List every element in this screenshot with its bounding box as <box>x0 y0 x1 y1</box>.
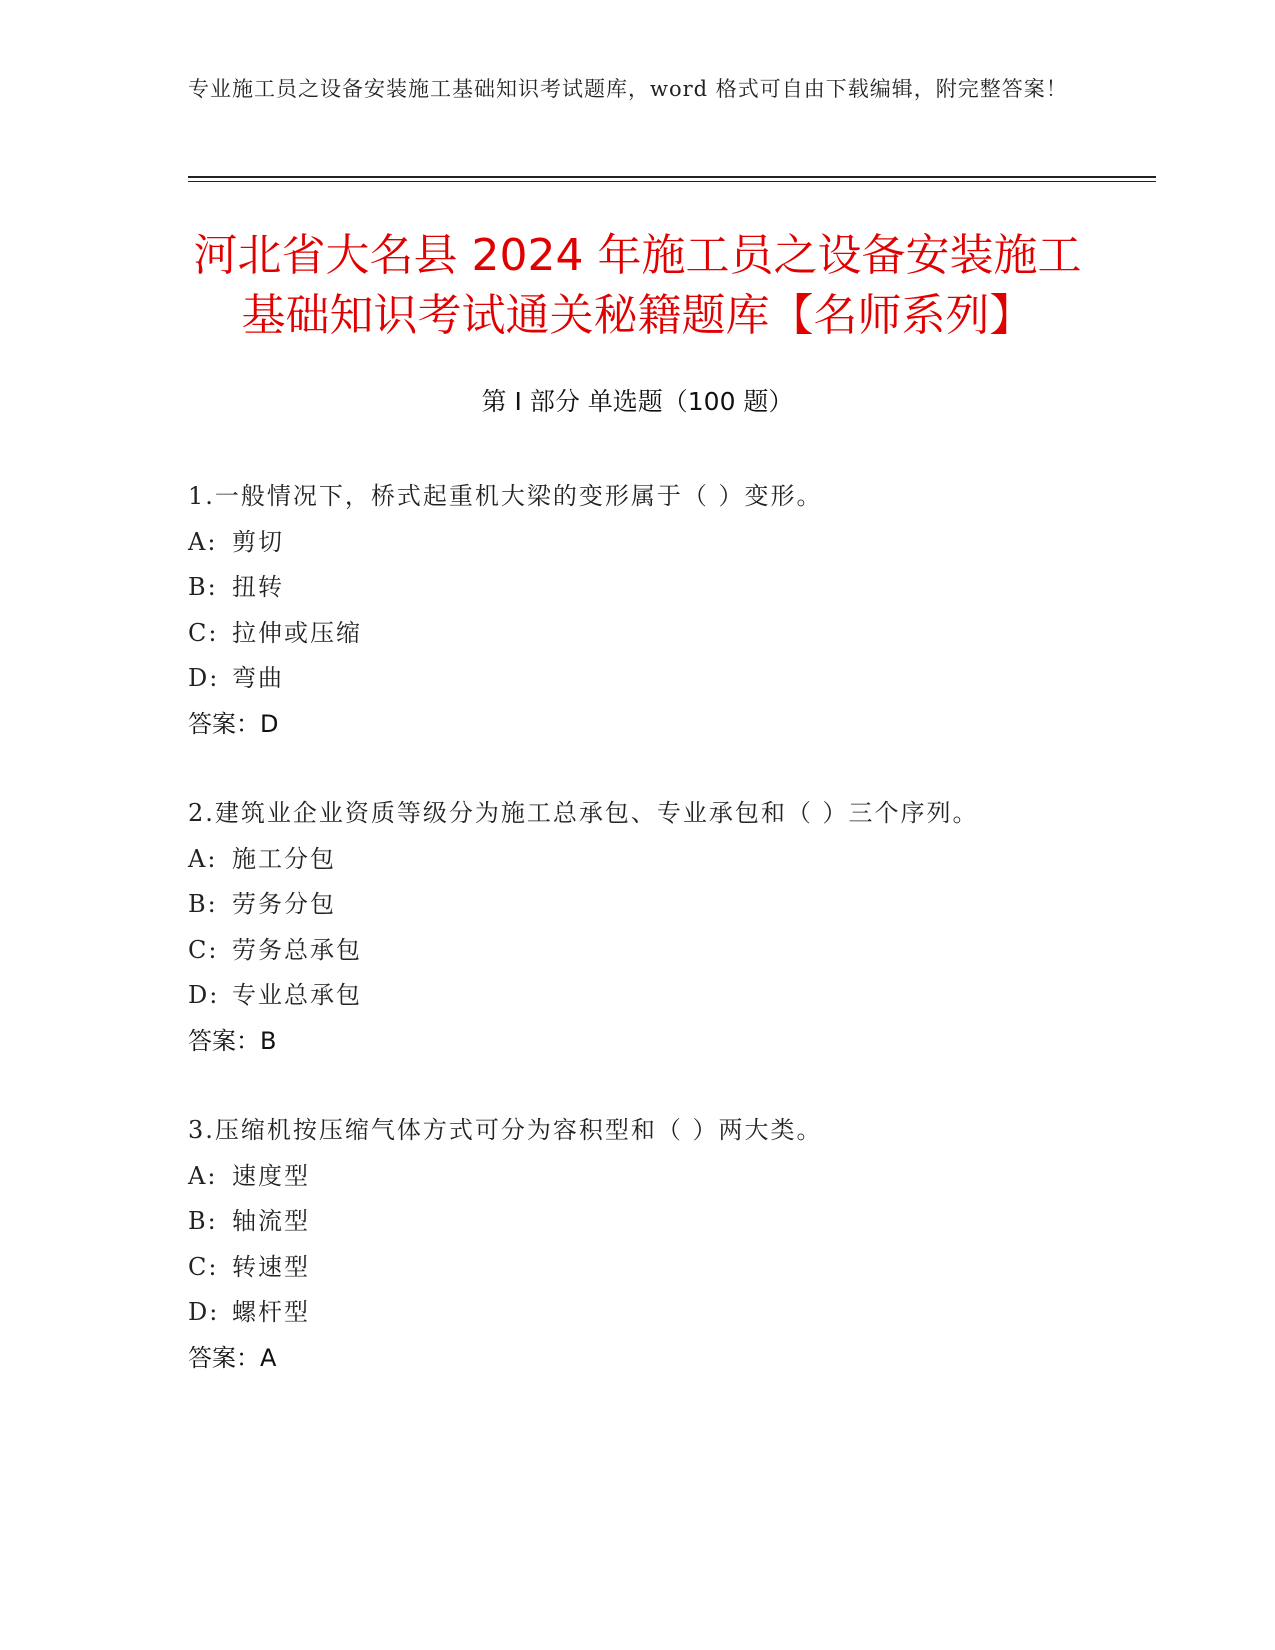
option-text: 劳务分包 <box>232 890 336 918</box>
option-text: 转速型 <box>232 1252 310 1281</box>
option-d <box>188 1290 1148 1336</box>
answer-line: 答案：A <box>188 1343 277 1372</box>
option-key: A: <box>188 1161 218 1190</box>
question-3 <box>188 1108 1148 1381</box>
question-2 <box>188 791 1148 1064</box>
option-b <box>188 1199 1148 1245</box>
option-text: 劳务总承包 <box>232 935 362 964</box>
answer-line: 答案：B <box>188 1026 277 1055</box>
option-key: B: <box>188 1207 218 1235</box>
option-text: 扭转 <box>232 573 284 601</box>
option-c <box>188 611 1148 657</box>
document-title-line-2: 基础知识考试通关秘籍题库【名师系列】 <box>241 290 1034 341</box>
option-b <box>188 882 1148 928</box>
option-c <box>188 928 1148 974</box>
header-note: 专业施工员之设备安装施工基础知识考试题库，word 格式可自由下载编辑，附完整答案！ <box>188 77 1068 101</box>
section-heading: 第 I 部分 单选题（100 题） <box>481 387 794 416</box>
option-text: 弯曲 <box>232 664 284 692</box>
option-a <box>188 1154 1148 1200</box>
option-key: D: <box>188 981 220 1009</box>
option-text: 轴流型 <box>232 1207 310 1235</box>
option-text: 拉伸或压缩 <box>232 618 362 647</box>
header-divider-thick <box>188 176 1156 178</box>
option-key: C: <box>188 1252 219 1281</box>
option-d <box>188 973 1148 1019</box>
option-key: B: <box>188 890 218 918</box>
question-list <box>188 474 1148 1425</box>
option-text: 剪切 <box>232 527 284 556</box>
option-a <box>188 837 1148 883</box>
header-divider-thin <box>188 181 1156 182</box>
option-c <box>188 1245 1148 1291</box>
question-stem: 2.建筑业企业资质等级分为施工总承包、专业承包和（ ）三个序列。 <box>188 799 979 827</box>
option-text: 螺杆型 <box>232 1298 310 1326</box>
document-title-line-1: 河北省大名县 2024 年施工员之设备安装施工 <box>193 230 1082 281</box>
answer-line: 答案：D <box>188 709 279 738</box>
option-key: A: <box>188 527 218 556</box>
question-1 <box>188 474 1148 747</box>
option-key: C: <box>188 935 219 964</box>
option-text: 施工分包 <box>232 844 336 873</box>
option-key: B: <box>188 573 218 601</box>
option-key: C: <box>188 618 219 647</box>
option-a <box>188 520 1148 566</box>
option-text: 专业总承包 <box>232 981 362 1009</box>
option-key: A: <box>188 844 218 873</box>
option-b <box>188 565 1148 611</box>
document-title <box>150 226 1125 346</box>
option-key: D: <box>188 664 220 692</box>
option-key: D: <box>188 1298 220 1326</box>
question-stem: 1.一般情况下，桥式起重机大梁的变形属于（ ）变形。 <box>188 482 823 510</box>
option-d <box>188 656 1148 702</box>
question-stem: 3.压缩机按压缩气体方式可分为容积型和（ ）两大类。 <box>188 1116 823 1144</box>
option-text: 速度型 <box>232 1161 310 1190</box>
